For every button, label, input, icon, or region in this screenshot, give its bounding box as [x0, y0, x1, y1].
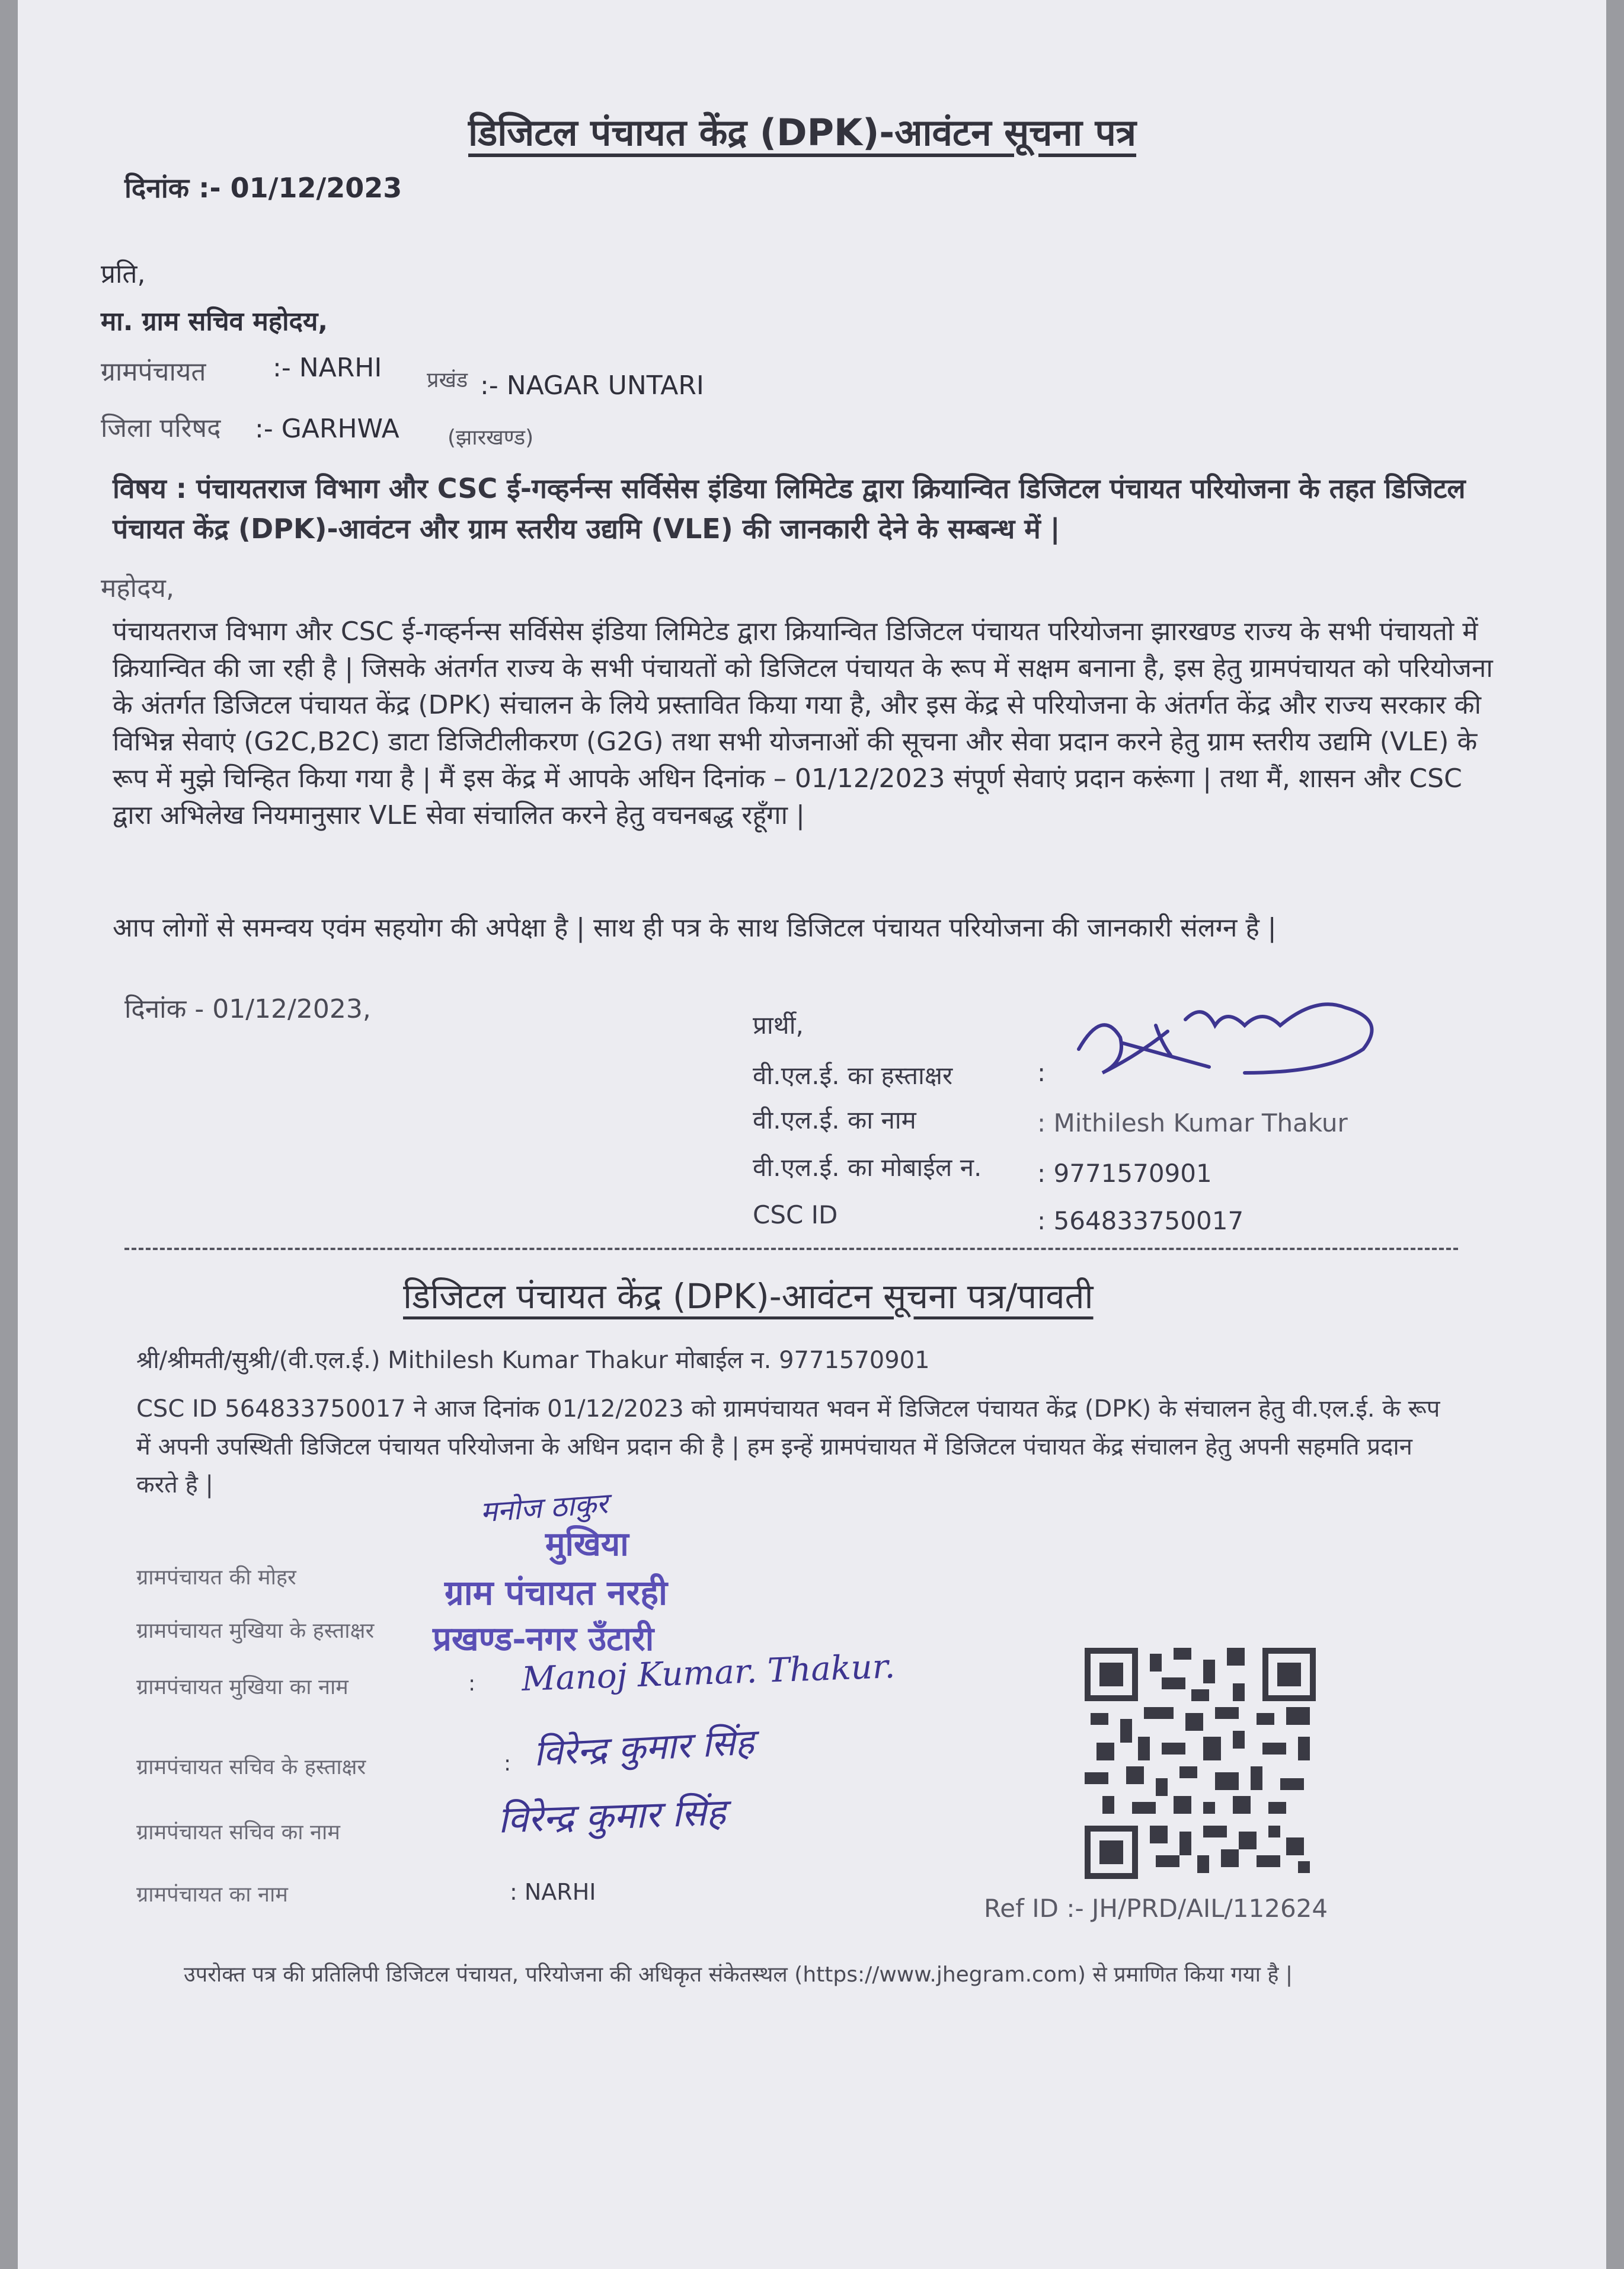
csc-id-label: CSC ID [753, 1200, 838, 1229]
stamp-panchayat: ग्राम पंचायत नरही [445, 1573, 668, 1613]
sachiv-signature-colon: : [504, 1752, 512, 1776]
vle-signature-label: वी.एल.ई. का हस्ताक्षर [753, 1061, 953, 1090]
stamp-mukhiya: मुखिया [545, 1525, 629, 1564]
applicant-label: प्रार्थी, [753, 1011, 804, 1040]
bottom-date: दिनांक - 01/12/2023, [124, 994, 371, 1024]
subject-paragraph: विषय : पंचायतराज विभाग और CSC ई-गव्हर्नन्स सर्विसेस इंडिया लिमिटेड द्वारा क्रियान्वित डिजिटल पंचायत परियोजना के तहत डिजिटल पंचायत केंद्र (DPK)-आवंटन और ग्राम स्तरीय उद्यमि (VLE) की जानकारी देने के सम्बन्ध में | [113, 472, 1466, 545]
panchayat-name-value: : NARHI [510, 1879, 596, 1905]
letter-page [18, 0, 1606, 2269]
mukhiya-name-colon: : [468, 1672, 476, 1696]
document-title: डिजिटल पंचायत केंद्र (DPK)-आवंटन सूचना पत्र [468, 111, 1137, 154]
closing-paragraph: आप लोगों से समन्वय एवंम सहयोग की अपेक्षा है | साथ ही पत्र के साथ डिजिटल पंचायत परियोजना की जानकारी संलग्न है | [113, 913, 1277, 943]
mukhiya-handwritten-name: Manoj Kumar. Thakur. [521, 1647, 896, 1699]
date-line: दिनांक :- 01/12/2023 [124, 172, 402, 204]
vle-signature [1067, 984, 1399, 1097]
ref-id: Ref ID :- JH/PRD/AIL/112624 [984, 1894, 1328, 1923]
ack-vle-line: श्री/श्रीमती/सुश्री/(वी.एल.ई.) Mithilesh Kumar Thakur मोबाईल न. 9771570901 [136, 1347, 930, 1374]
csc-id-value: : 564833750017 [1037, 1206, 1244, 1235]
mukhiya-signature-label: ग्रामपंचायत मुखिया के हस्ताक्षर [136, 1619, 375, 1643]
block-value: :- NAGAR UNTARI [480, 370, 704, 401]
addressee: मा. ग्राम सचिव महोदय, [101, 306, 328, 337]
panchayat-label: ग्रामपंचायत [101, 357, 206, 387]
body-paragraph: पंचायतराज विभाग और CSC ई-गव्हर्नन्स सर्विसेस इंडिया लिमिटेड द्वारा क्रियान्वित डिजिटल पंचायत परियोजना झारखण्ड राज्य के सभी पंचायतो में क्रियान्वित की जा रही है | जिसके अंतर्गत राज्य के सभी पंचायतों को डिजिटल पंचायत के रूप में सक्षम बनाना है, इस हेतु ग्रामपंचायत को परियोजना के अंतर्गत डिजिटल पंचायत केंद्र (DPK) संचालन के लिये प्रस्तावित किया गया है, और इस केंद्र से परियोजना के अंतर्गत केंद्र और राज्य सरकार की विभिन्न सेवाएं (G2C,B2C) डाटा डिजिटीलीकरण (G2G) तथा सभी योजनाओं की सूचना और सेवा प्रदान करने हेतु ग्राम स्तरीय उद्यमि (VLE) के रूप में मुझे चिन्हित किया गया है | मैं इस केंद्र में आपके अधिन दिनांक – 01/12/2023 संपूर्ण सेवाएं प्रदान करूंगा | तथा मैं, शासन और CSC द्वारा अभिलेख नियमानुसार VLE सेवा संचालित करने हेतु वचनबद्ध रहूँगा | [113, 616, 1493, 830]
to-line: प्रति, [101, 259, 146, 289]
vle-mobile-label: वी.एल.ई. का मोबाईल न. [753, 1153, 982, 1182]
panchayat-value: :- NARHI [273, 353, 382, 383]
state-label: (झारखण्ड) [447, 426, 534, 450]
district-value: :- GARHWA [255, 414, 399, 444]
sachiv-name-label: ग्रामपंचायत सचिव का नाम [136, 1820, 340, 1845]
stamp-block: प्रखण्ड-नगर उँटारी [433, 1619, 654, 1658]
cut-line [124, 1248, 1458, 1250]
mukhiya-name-label: ग्रामपंचायत मुखिया का नाम [136, 1675, 349, 1699]
block-label: प्रखंड [427, 368, 468, 392]
vle-name-label: वी.एल.ई. का नाम [753, 1105, 916, 1134]
sachiv-signature-label: ग्रामपंचायत सचिव के हस्ताक्षर [136, 1755, 366, 1779]
panchayat-name-label: ग्रामपंचायत का नाम [136, 1883, 288, 1907]
vle-signature-colon: : [1037, 1058, 1046, 1087]
district-label: जिला परिषद [101, 413, 221, 443]
ack-paragraph: CSC ID 564833750017 ने आज दिनांक 01/12/2023 को ग्रामपंचायत भवन में डिजिटल पंचायत केंद्र (DPK) के संचालन हेतु वी.एल.ई. के रूप में अपनी उपस्थिती डिजिटल पंचायत परियोजना के अधिन प्रदान की है | हम इन्हें ग्रामपंचायत में डिजिटल पंचायत केंद्र संचालन हेतु अपनी सहमति प्रदान करते है | [136, 1395, 1440, 1498]
sachiv-signature: विरेन्द्र कुमार सिंह [532, 1721, 755, 1775]
qr-code [1085, 1648, 1316, 1879]
acknowledgement-title: डिजिटल पंचायत केंद्र (DPK)-आवंटन सूचना पत्र/पावती [403, 1276, 1094, 1316]
vle-mobile-value: : 9771570901 [1037, 1159, 1212, 1188]
seal-label: ग्रामपंचायत की मोहर [136, 1565, 296, 1590]
salutation: महोदय, [101, 573, 174, 603]
stamp-handwriting: मनोज ठाकुर [479, 1487, 609, 1529]
footer-note: उपरोक्त पत्र की प्रतिलिपी डिजिटल पंचायत, परियोजना की अधिकृत संकेतस्थल (https://www.jhegram.com) से प्रमाणित किया गया है | [184, 1963, 1293, 1987]
sachiv-handwritten-name: विरेन्द्र कुमार सिंह [497, 1790, 727, 1842]
vle-name-value: : Mithilesh Kumar Thakur [1037, 1108, 1348, 1137]
